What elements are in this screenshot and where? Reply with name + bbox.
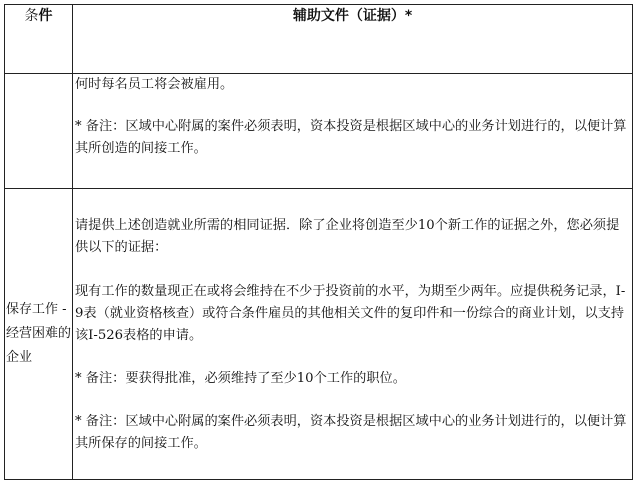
documents-header: 辅助文件（证据）* [73, 5, 633, 74]
condition-header-prefix: 条 [24, 8, 39, 24]
condition-header-bold: 件 [38, 8, 53, 24]
paragraph: * 备注：要获得批准，必须维持了至少10个工作的职位。 [75, 371, 406, 386]
paragraph: 请提供上述创造就业所需的相同证据．除了企业将创造至少10个新工作的证据之外，您必须提供以下的证据： [75, 218, 620, 255]
condition-header [5, 5, 73, 74]
paragraph: * 备注：区域中心附属的案件必须表明，资本投资是根据区域中心的业务计划进行的，以便计算其所创造的间接工作。 [75, 119, 627, 156]
paragraph: 何时每名员工将会被雇用。 [75, 77, 234, 92]
table-row [5, 189, 633, 480]
condition-cell [5, 74, 73, 189]
table-row [5, 74, 633, 189]
documents-cell [73, 189, 633, 480]
documents-cell [73, 74, 633, 189]
requirements-table [4, 4, 633, 480]
condition-cell: 保存工作 - 经营困难的企业 [5, 189, 73, 480]
paragraph: * 备注：区域中心附属的案件必须表明，资本投资是根据区域中心的业务计划进行的，以便计算其所保存的间接工作。 [75, 414, 627, 451]
paragraph: 现有工作的数量现正在或将会维持在不少于投资前的水平，为期至少两年。应提供税务记录，I-9表（就业资格核查）或符合条件雇员的其他相关文件的复印件和一份综合的商业计划，以支持该I-526表格的申请。 [75, 284, 626, 343]
header-row [5, 5, 633, 74]
